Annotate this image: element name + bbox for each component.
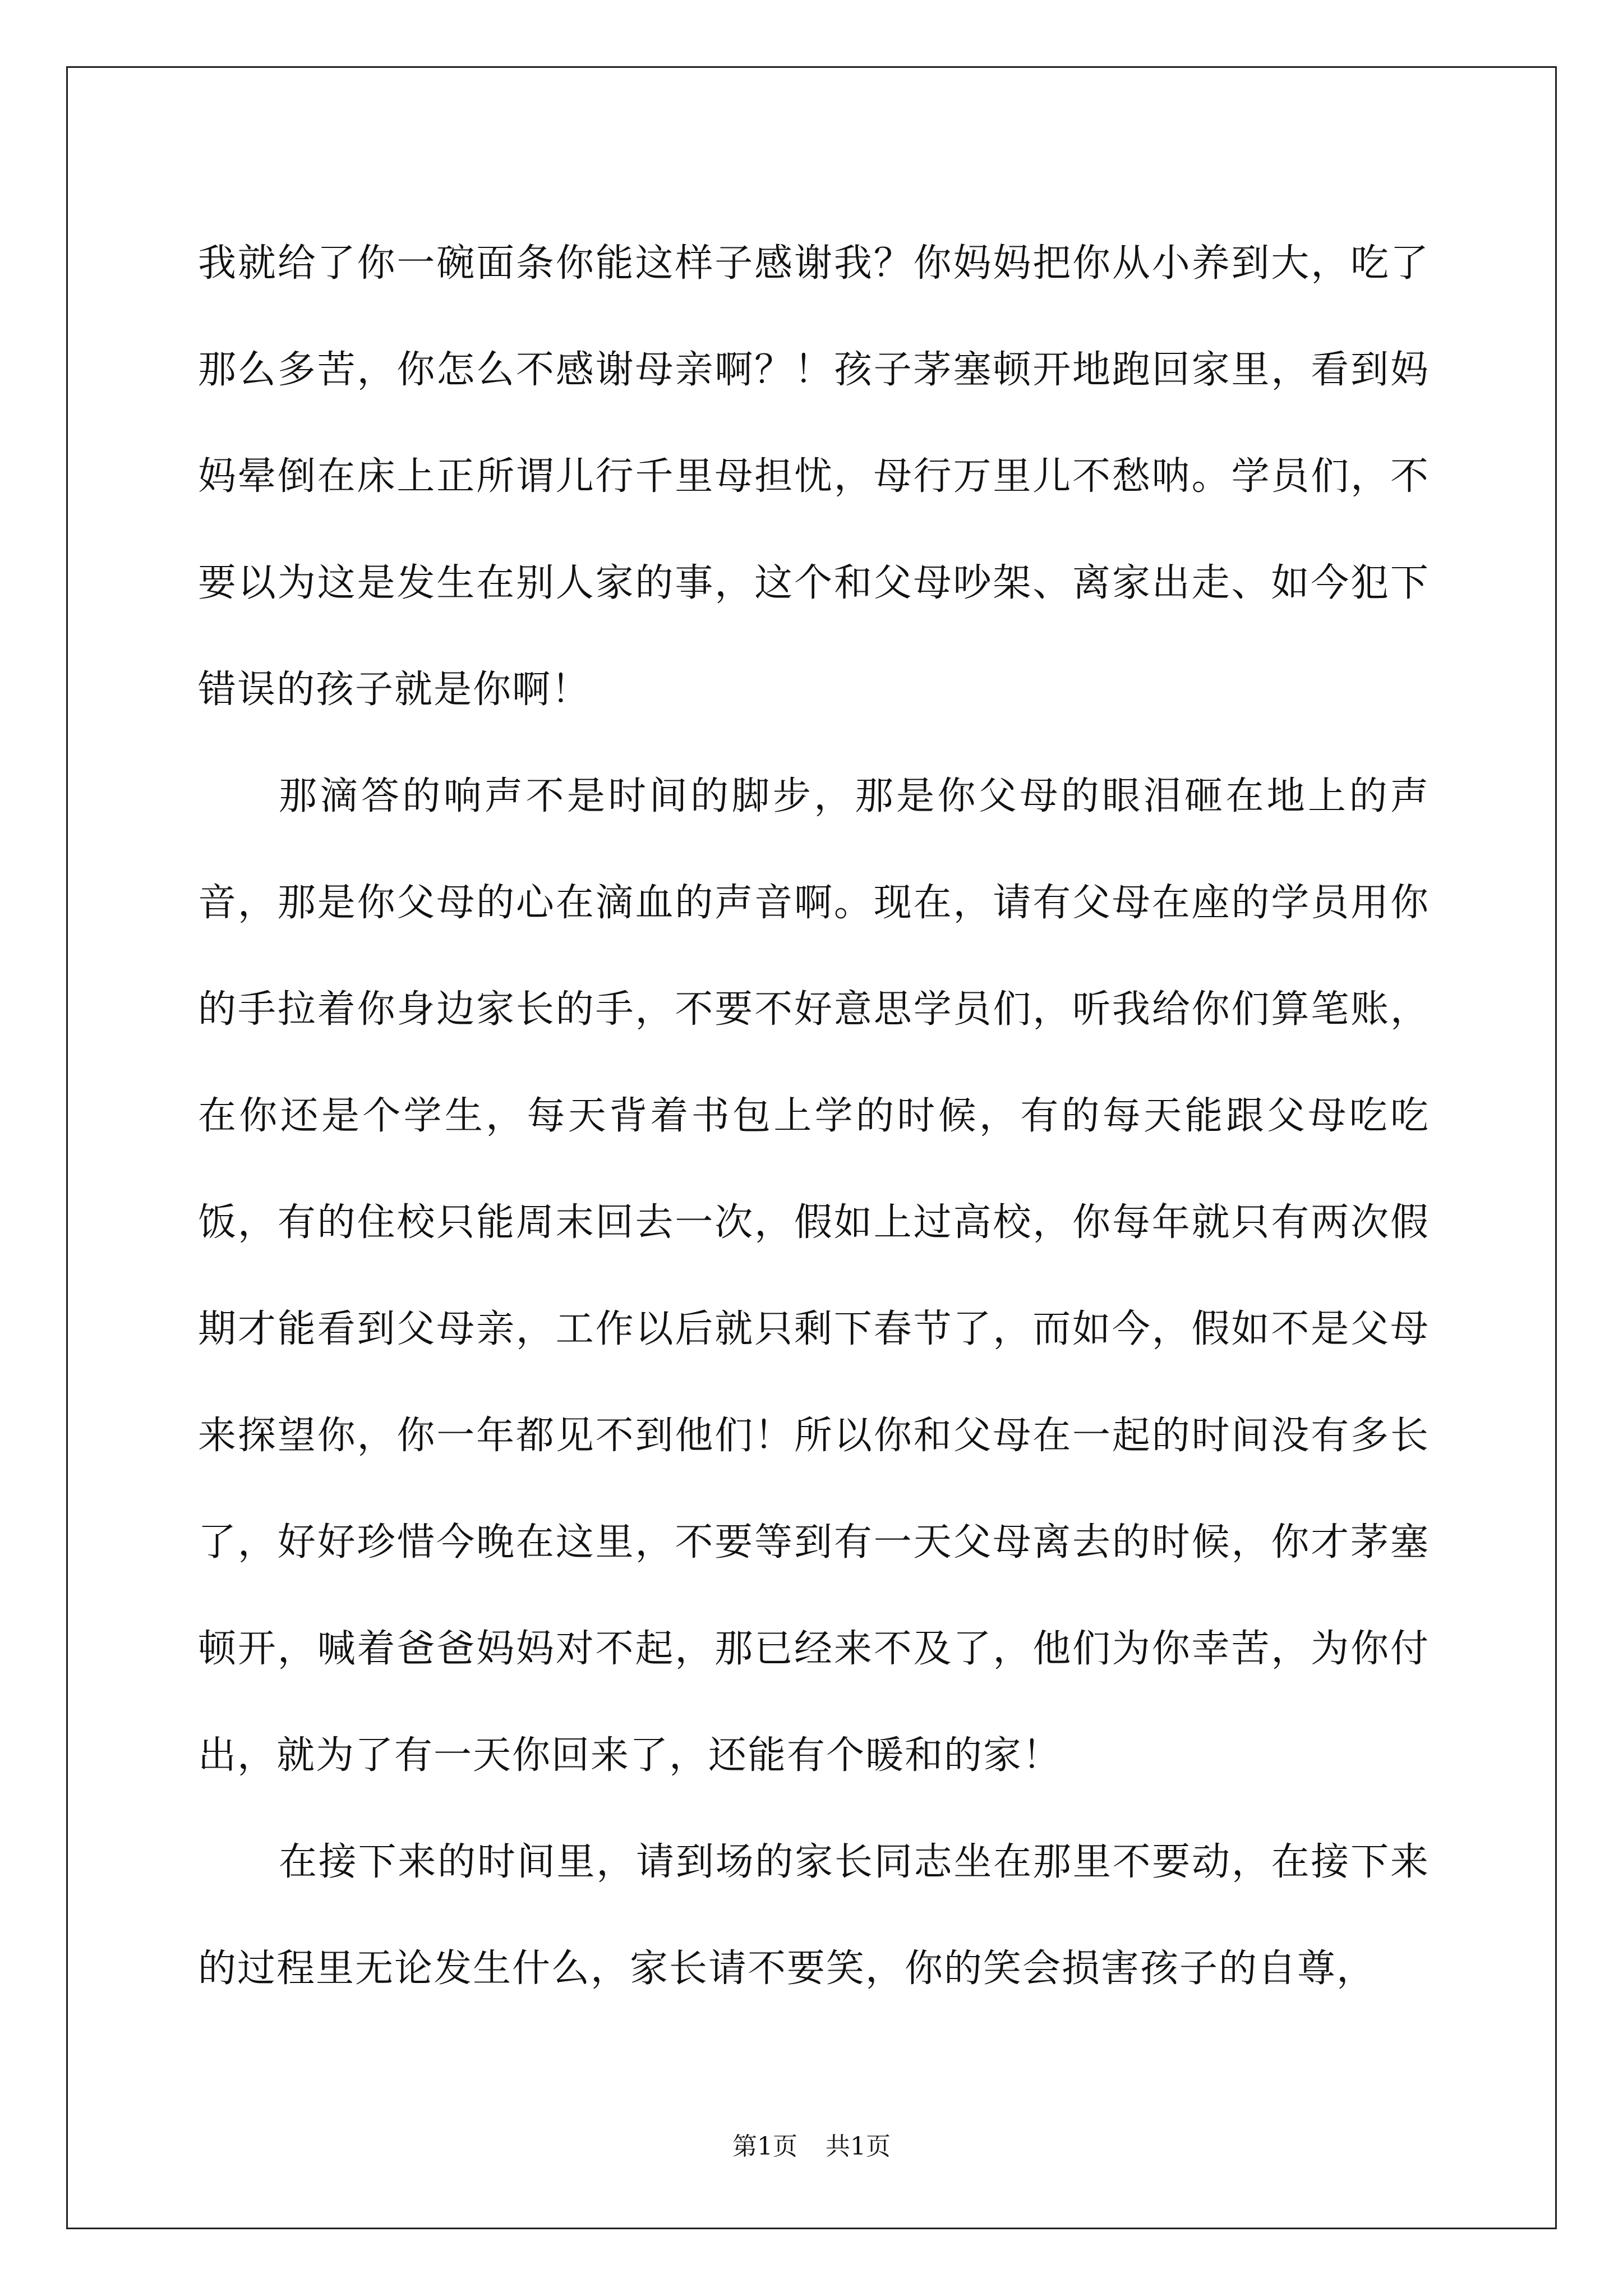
page-footer: [0, 2126, 1623, 2162]
paragraph-1: 我就给了你一碗面条你能这样子感谢我？你妈妈把你从小养到大，吃了那么多苦，你怎么不感谢母亲啊？！孩子茅塞顿开地跑回家里，看到妈妈晕倒在床上正所谓儿行千里母担忧，母行万里儿不愁呐。学员们，不要以为这是发生在别人家的事，这个和父母吵架、离家出走、如今犯下错误的孩子就是你啊！: [198, 241, 1430, 712]
document-body: [198, 210, 1430, 2022]
page-number: 第1页: [732, 2132, 797, 2161]
paragraph-2: 那滴答的响声不是时间的脚步，那是你父母的眼泪砸在地上的声音，那是你父母的心在滴血的声音啊。现在，请有父母在座的学员用你的手拉着你身边家长的手，不要不好意思学员们，听我给你们算笔账，在你还是个学生，每天背着书包上学的时候，有的每天能跟父母吃吃饭，有的住校只能周末回去一次，假如上过高校，你每年就只有两次假期才能看到父母亲，工作以后就只剩下春节了，而如今，假如不是父母来探望你，你一年都见不到他们！所以你和父母在一起的时间没有多长了，好好珍惜今晚在这里，不要等到有一天父母离去的时候，你才茅塞顿开，喊着爸爸妈妈对不起，那已经来不及了，他们为你幸苦，为你付出，就为了有一天你回来了，还能有个暖和的家！: [198, 774, 1430, 1778]
paragraph-3: 在接下来的时间里，请到场的家长同志坐在那里不要动，在接下来的过程里无论发生什么，家长请不要笑，你的笑会损害孩子的自尊，: [198, 1840, 1430, 1991]
page-total: 共1页: [826, 2132, 891, 2161]
